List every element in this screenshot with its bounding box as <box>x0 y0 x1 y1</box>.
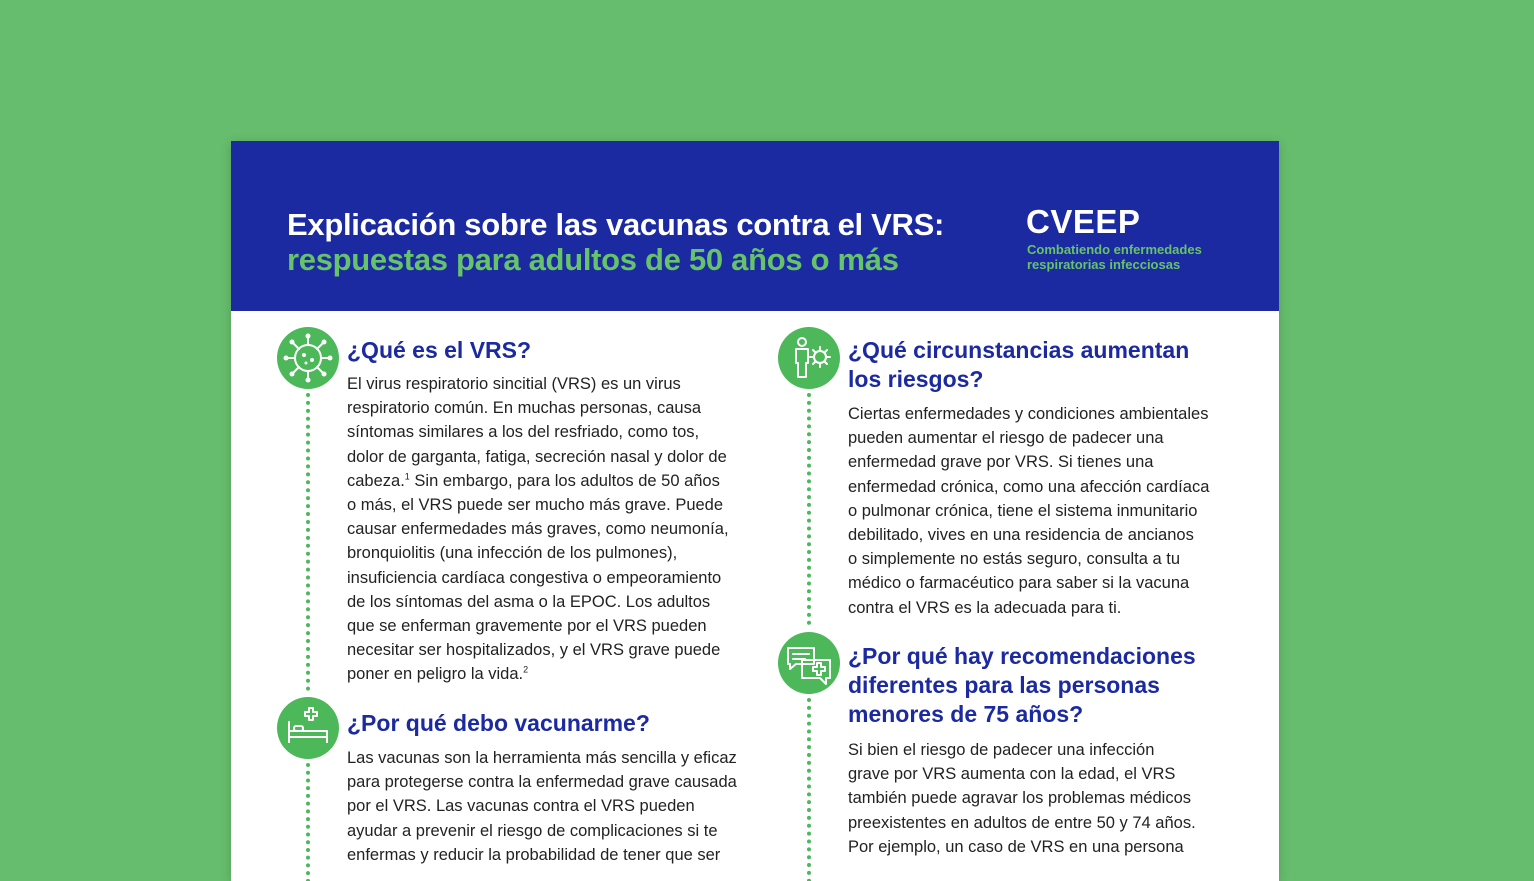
section-body-risk-factors <box>848 402 1209 620</box>
text-line: ayudar a prevenir el riesgo de complicaciones si te <box>347 821 718 840</box>
title-line-1: Explicación sobre las vacunas contra el VRS: <box>287 207 945 242</box>
text-line: Sin embargo, para los adultos de 50 años <box>414 471 720 490</box>
text-line: síntomas similares a los del resfriado, como tos, <box>347 423 700 442</box>
section-heading-risk-factors <box>848 336 1189 394</box>
chat-medical-icon <box>778 632 840 694</box>
section-body-what-is-rsv <box>347 372 729 687</box>
footnote-marker: 1 <box>404 471 410 482</box>
text-line: poner en peligro la vida. <box>347 665 524 684</box>
document-page <box>231 141 1279 881</box>
timeline-dots <box>807 393 811 625</box>
footnote-marker: 2 <box>523 664 529 675</box>
section-heading-under-75 <box>848 642 1196 729</box>
text-line: bronquiolitis (una infección de los pulmones), <box>347 544 678 563</box>
text-line: que se enferman gravemente por el VRS pueden <box>347 617 707 636</box>
heading-line: diferentes para las personas <box>848 672 1160 698</box>
section-body-under-75 <box>848 738 1196 859</box>
text-line: enfermedad grave por VRS. Si tienes una <box>848 453 1154 472</box>
text-line: de los síntomas del asma o la EPOC. Los adultos <box>347 592 711 611</box>
text-line: contra el VRS es la adecuada para ti. <box>848 598 1122 617</box>
text-line: dolor de garganta, fatiga, secreción nasal y dolor de <box>347 447 727 466</box>
text-line: enfermas y reducir la probabilidad de tener que ser <box>347 845 721 864</box>
text-line: Ciertas enfermedades y condiciones ambientales <box>848 405 1209 423</box>
brand-tagline-line-2: respiratorias infecciosas <box>1027 257 1181 272</box>
text-line: o simplemente no estás seguro, consulta a tu <box>848 550 1181 569</box>
text-line: Por ejemplo, un caso de VRS en una persona <box>848 837 1184 856</box>
text-line: o más, el VRS puede ser mucho más grave. Puede <box>347 496 724 515</box>
text-line: también puede agravar los problemas médicos <box>848 789 1192 808</box>
brand-tagline-line-1: Combatiendo enfermedades <box>1027 242 1202 257</box>
heading-line: ¿Qué circunstancias aumentan <box>848 337 1190 363</box>
timeline-dots <box>306 763 310 881</box>
heading-line: los riesgos? <box>848 366 984 392</box>
section-heading-what-is-rsv: ¿Qué es el VRS? <box>347 337 532 363</box>
text-line: respiratorio común. En muchas personas, causa <box>347 399 702 418</box>
brand-tagline <box>1027 242 1237 272</box>
person-virus-icon <box>778 327 840 389</box>
text-line: insuficiencia cardíaca congestiva o empeoramiento <box>347 568 722 587</box>
heading-line: menores de 75 años? <box>848 701 1084 727</box>
text-line: preexistentes en adultos de entre 50 y 74 años. <box>848 813 1196 832</box>
hospital-bed-icon <box>277 697 339 759</box>
text-line: El virus respiratorio sincitial (VRS) es un virus <box>347 375 681 393</box>
timeline-dots <box>807 698 811 881</box>
timeline-dots <box>306 393 310 691</box>
text-line: debilitado, vives en una residencia de ancianos <box>848 526 1194 545</box>
text-line: pueden aumentar el riesgo de padecer una <box>848 429 1164 448</box>
text-line: médico o farmacéutico para saber si la vacuna <box>848 574 1190 593</box>
text-line: cabeza. <box>347 471 405 490</box>
text-line: para protegerse contra la enfermedad grave causada <box>347 773 737 792</box>
heading-line: ¿Por qué hay recomendaciones <box>848 643 1196 669</box>
section-body-why-vaccinate <box>347 746 737 867</box>
title-line-2: respuestas para adultos de 50 años o más <box>287 242 899 277</box>
brand-logo: CVEEP <box>1026 203 1141 240</box>
text-line: causar enfermedades más graves, como neumonía, <box>347 520 729 539</box>
text-line: Las vacunas son la herramienta más sencilla y eficaz <box>347 749 737 767</box>
text-line: por el VRS. Las vacunas contra el VRS pueden <box>347 797 695 816</box>
text-line: o pulmonar crónica, tiene el sistema inmunitario <box>848 501 1198 520</box>
text-line-with-footnote <box>347 469 729 493</box>
text-line-with-footnote <box>347 662 729 686</box>
text-line: enfermedad crónica, como una afección cardíaca <box>848 477 1210 496</box>
virus-icon <box>277 327 339 389</box>
section-heading-why-vaccinate: ¿Por qué debo vacunarme? <box>347 710 650 736</box>
header-banner <box>231 141 1279 311</box>
text-line: grave por VRS aumenta con la edad, el VRS <box>848 765 1176 784</box>
text-line: necesitar ser hospitalizados, y el VRS grave puede <box>347 641 721 660</box>
text-line: Si bien el riesgo de padecer una infección <box>848 741 1155 759</box>
